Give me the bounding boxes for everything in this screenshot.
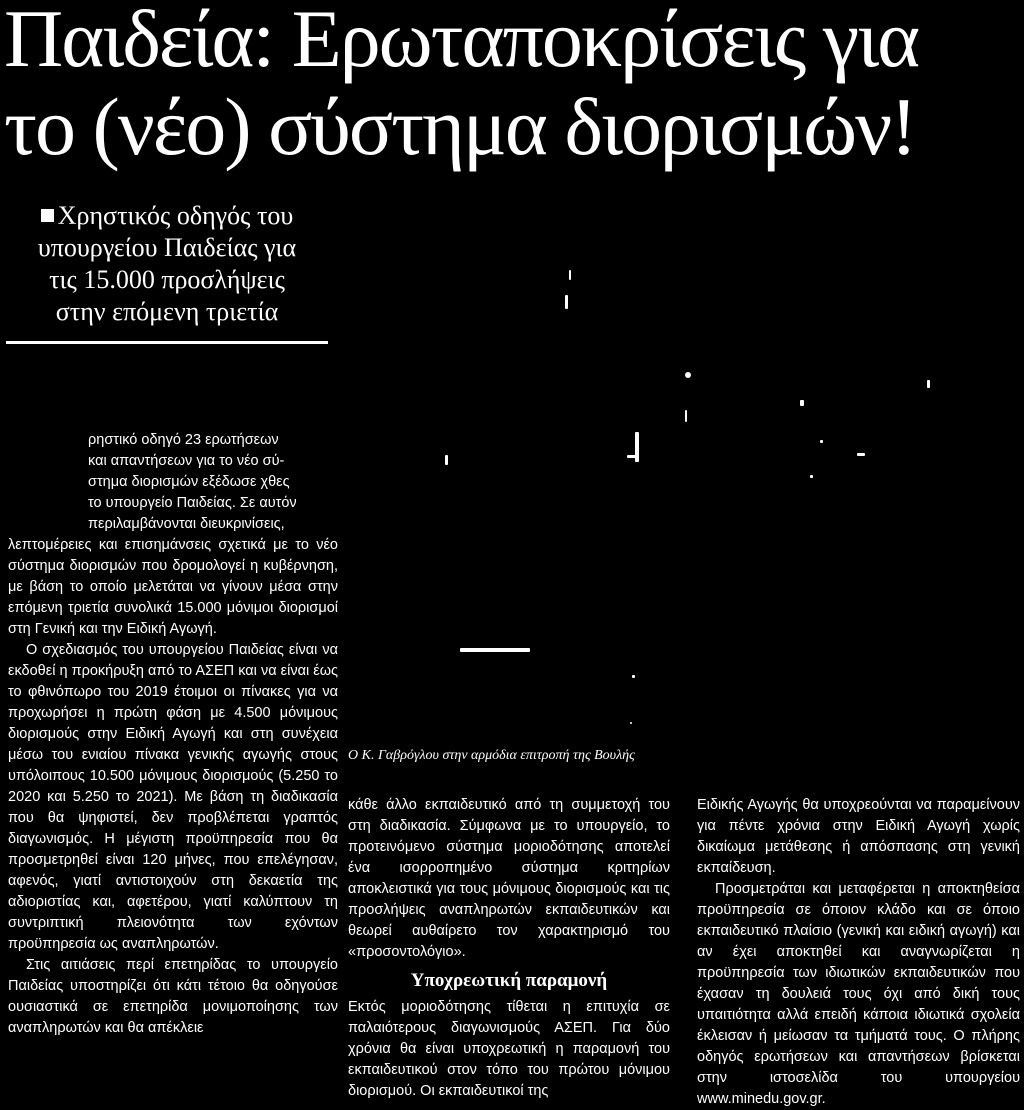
crosshead: Υποχρεωτική παραμονή [410, 970, 608, 991]
subhead-line-4: στην επόμενη τριετία [55, 297, 279, 326]
article-column-3 [697, 795, 1020, 1110]
subhead-divider [6, 341, 328, 344]
text-line: στημα διορισμών εξέδωσε χθες [88, 474, 290, 490]
text-line: ρηστικό οδηγό 23 ερωτήσεων [88, 432, 279, 448]
article-column-2 [348, 795, 670, 1102]
subhead-line-3: τις 15.000 προσλήψεις [49, 265, 285, 294]
article-paragraph: Ειδικής Αγωγής θα υποχρεούνται να παραμείνουν για πέντε χρόνια στην Ειδική Αγωγή χωρίς δικαίωμα μετάθεσης ή απόσπασης στη γενική εκπαίδευση. [697, 797, 1020, 876]
article-paragraph: Εκτός μοριοδότησης τίθεται η επιτυχία σε παλαιότερους διαγωνισμούς ΑΣΕΠ. Για δύο χρόνια θα είναι υποχρεωτική η παραμονή του εκπαιδευτικού στον τόπο του πρώτου μόνιμου διορισμού. Οι εκπαιδευτικοί της [348, 999, 670, 1099]
text-line: περιλαμβάνονται διευκρινίσεις, [88, 516, 285, 532]
subhead-line-2: υπουργείου Παιδείας για [37, 233, 297, 262]
article-paragraph: κάθε άλλο εκπαιδευτικό από τη συμμετοχή του στη διαδικασία. Σύμφωνα με το υπουργείο, το προτεινόμενο σύστημα μοριοδότησης αποτελεί ένα ισορροπημένο σύστημα κριτηρίων αποκλειστικά για τους μόνιμους διορισμούς και τις προσλήψεις αναπληρωτών εκπαιδευτικών και θεωρεί αυθαίρετο τον χαρακτηρισμό του «προσοντολόγιο». [348, 797, 670, 960]
article-column-1 [8, 430, 338, 1039]
subhead-line-1: Χρηστικός οδηγός του [57, 201, 294, 230]
bullet-square-icon [41, 209, 54, 222]
headline-line-1: Παιδεία: Ερωταποκρίσεις για [4, 0, 919, 84]
headline-line-2: το (νέο) σύστημα διορισμών! [4, 81, 916, 172]
photo-caption: Ο Κ. Γαβρόγλου στην αρμόδια επιτροπή της Βουλής [348, 748, 635, 763]
text-line: το υπουργείο Παιδείας. Σε αυτόν [88, 495, 297, 511]
article-photo [345, 220, 1024, 745]
lead-paragraph-rest: λεπτομέρειες και επισημάνσεις σχετικά με το νέο σύστημα διορισμών που δρομολογεί η κυβέρνηση, με βάση το οποίο μελετάται να γίνουν μέσα στην επόμενη τριετία συνολικά 15.000 μόνιμοι διορισμοί στη Γενική και την Ειδική Αγωγή. [8, 537, 338, 637]
lead-paragraph-dropcap-lines [8, 430, 338, 535]
subheadline [6, 200, 328, 328]
article-paragraph: Προσμετράται και μεταφέρεται η αποκτηθείσα προϋπηρεσία σε όποιον κλάδο και σε όποιο εκπαιδευτικό πλαίσιο (γενική και ειδική αγωγή) και αν έχει αποκτηθεί και αναγνωρίζεται η προϋπηρεσία των ιδιωτικών εκπαιδευτικών που έχασαν τη δουλειά τους όχι από δική τους υπαιτιότητα αλλά επειδή κάποια ιδιωτικά σχολεία έκλεισαν ή μείωσαν τα τμήματά τους. Ο πλήρης οδηγός ερωτήσεων και απαντήσεων βρίσκεται στην ιστοσελίδα του υπουργείου www.minedu.gov.gr. [697, 881, 1020, 1107]
text-line: και απαντήσεων για το νέο σύ- [88, 453, 285, 469]
article-paragraph: Στις αιτιάσεις περί επετηρίδας το υπουργείο Παιδείας υποστηρίζει ότι κάτι τέτοιο θα οδηγούσε ουσιαστικά σε επετηρίδα μονιμοποίησης των αναπληρωτών και θα απέκλειε [8, 957, 338, 1036]
article-paragraph: Ο σχεδιασμός του υπουργείου Παιδείας είναι να εκδοθεί η προκήρυξη από το ΑΣΕΠ και να είναι έως το φθινόπωρο του 2019 έτοιμοι οι πίνακες για να προχωρήσει η πρώτη φάση με 4.500 μόνιμους διορισμούς στην Ειδική Αγωγή και στη συνέχεια μέσω του ενιαίου πίνακα γενικής αγωγής στους υπόλοιπους 10.500 μόνιμους διορισμούς (5.250 το 2020 και 5.250 το 2021). Με βάση τη διαδικασία που θα ψηφιστεί, δεν προβλέπεται γραπτός διαγωνισμός. Η μέγιστη προϋπηρεσία που θα προσμετρηθεί είναι 120 μήνες, που επελέγησαν, αφενός, γιατί αντιστοιχούν στη δεκαετία της αδιοριστίας και, αφετέρου, γιατί καλύπτουν τη συντριπτική πλειονότητα των εχόντων προϋπηρεσία ως αναπληρωτών. [8, 642, 338, 952]
